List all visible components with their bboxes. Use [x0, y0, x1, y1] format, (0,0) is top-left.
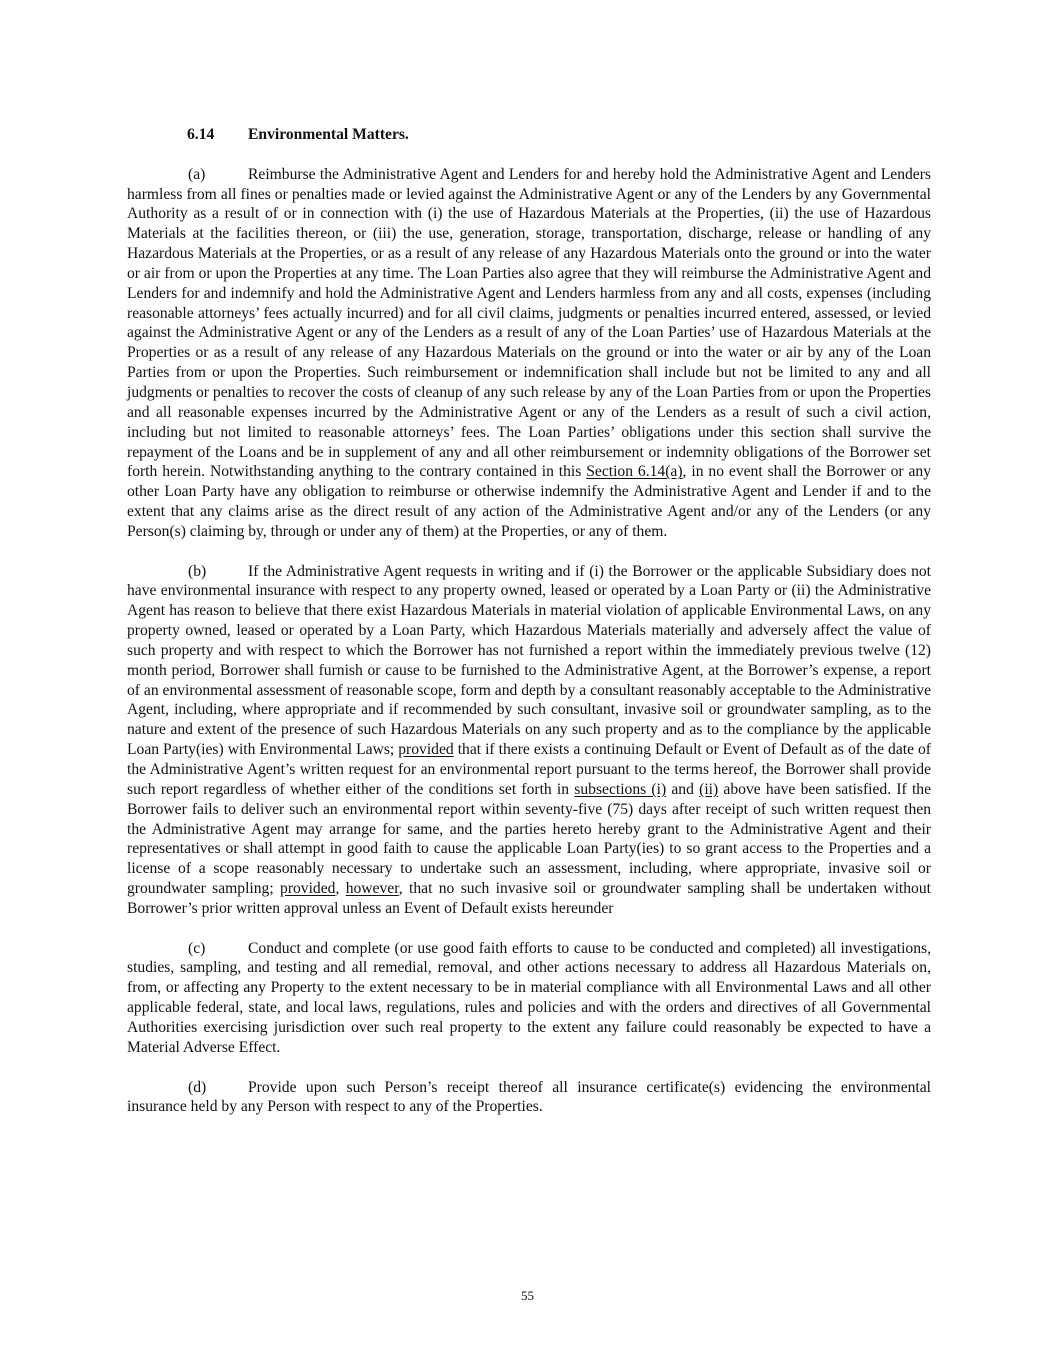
paragraph-b — [127, 562, 931, 919]
paragraph-b-text-3: above have been satisfied. If the Borrower fails to deliver such an environmental report within seventy-five (75) days after receipt of such written request then the Administrative Agent may arrange for same, and the parties hereto hereby grant to the Administrative Agent and their representatives or shall attempt in good faith to cause the applicable Loan Party(ies) to so grant access to the Properties and a license of a scope reasonably necessary to undertake such an assessment, including, where appropriate, invasive soil or groundwater sampling; — [127, 780, 931, 898]
paragraph-a — [127, 165, 931, 542]
paragraph-a-text-2: , in no event shall the Borrower or any other Loan Party have any obligation to reimburse or otherwise indemnify the Administrative Agent and Lender if and to the extent that any claims arise as the direct result of any action of the Administrative Agent and/or any of the Lenders (or any Person(s) claiming by, through or under any of them) at the Properties, or any of them. — [127, 463, 932, 540]
paragraph-b-text-4: , that no such invasive soil or groundwater sampling shall be undertaken without Borrower’s prior written approval unless an Event of Default exists hereunder — [127, 880, 931, 917]
paragraph-b-text-1: If the Administrative Agent requests in writing and if (i) the Borrower or the applicable Subsidiary does not have environmental insurance with respect to any property owned, leased or operated by a Loan Party or (ii) the Administrative Agent has reason to believe that there exist Hazardous Materials in material violation of applicable Environmental Laws, on any property owned, leased or operated by a Loan Party, which Hazardous Materials materially and adversely affect the value of such property and with respect to which the Borrower has not furnished a report within the immediately previous twelve (12) month period, Borrower shall furnish or cause to be furnished to the Administrative Agent, at the Borrower’s expense, a report of an environmental assessment of reasonable scope, form and depth by a consultant reasonably acceptable to the Administrative Agent, including, where appropriate and if recommended by such consultant, invasive soil or groundwater sampling, as to the nature and extent of the presence of such Hazardous Materials on any such property and as to the compliance by the applicable Loan Party(ies) with Environmental Laws; — [127, 562, 931, 759]
paragraph-b-comma: , — [335, 880, 346, 898]
provided-term-2: provided — [280, 880, 336, 898]
section-reference: Section 6.14(a) — [586, 463, 683, 481]
section-title: Environmental Matters. — [248, 126, 409, 143]
section-number: 6.14 — [187, 126, 215, 143]
section-heading — [127, 125, 931, 145]
page-number: 55 — [521, 1288, 534, 1303]
paragraph-a-label: (a) — [188, 165, 206, 183]
paragraph-d-text: Provide upon such Person’s receipt thereof all insurance certificate(s) evidencing the environmental insurance held by any Person with respect to any of the Properties. — [127, 1078, 931, 1116]
paragraph-c-text: Conduct and complete (or use good faith efforts to cause to be conducted and completed) all investigations, studies, sampling, and testing and all remedial, removal, and other actions necessary to address all Hazardous Materials on, from, or affecting any Property to the extent necessary to be in material compliance with all Environmental Laws and all other applicable federal, state, and local laws, regulations, rules and policies and with the orders and directives of all Governmental Authorities exercising jurisdiction over such real property to the extent any failure could reasonably be expected to have a Material Adverse Effect. — [127, 939, 931, 1056]
provided-term-1: provided — [398, 741, 454, 759]
paragraph-b-text-2: that if there exists a continuing Default or Event of Default as of the date of the Administrative Agent’s written request for an environmental report pursuant to the terms hereof, the Borrower shall provide such report regardless of whether either of the conditions set forth in — [127, 741, 931, 798]
paragraph-b-and: and — [666, 780, 700, 798]
paragraph-a-text-1: Reimburse the Administrative Agent and Lenders for and hereby hold the Administrative Agent and Lenders harmless from all fines or penalties made or levied against the Administrative Agent or any of the Lenders by any Governmental Authority as a result of or in connection with (i) the use of Hazardous Materials at the Properties, (ii) the use of Hazardous Materials at the facilities thereon, or (iii) the use, generation, storage, transportation, discharge, release or handling of any Hazardous Materials at the Properties, or as a result of any release of any Hazardous Materials onto the ground or into the water or air from or upon the Properties at any time. The Loan Parties also agree that they will reimburse the Administrative Agent and Lenders for and indemnify and hold the Administrative Agent and Lenders harmless from any and all costs, expenses (including reasonable attorneys’ fees actually incurred) and for all civil claims, judgments or penalties incurred entered, assessed, or levied against the Administrative Agent or any of the Lenders as a result of any of the Loan Parties’ use of Hazardous Materials at the Properties or as a result of any release of any Hazardous Materials on the ground or into the water or air by any of the Loan Parties from or upon the Properties. Such reimbursement or indemnification shall include but not be limited to any and all judgments or penalties to recover the costs of cleanup of any such release by any of the Loan Parties from or upon the Properties and all reasonable expenses incurred by the Administrative Agent or any of the Lenders as a result of such a civil action, including but not limited to reasonable attorneys’ fees. The Loan Parties’ obligations under this section shall survive the repayment of the Loans and be in supplement of any and all other reimbursement or indemnity obligations of the Borrower set forth herein. Notwithstanding anything to the contrary contained in this — [127, 165, 931, 481]
paragraph-b-label: (b) — [188, 562, 207, 580]
paragraph-c-label: (c) — [188, 939, 206, 957]
document-page — [127, 125, 931, 1137]
paragraph-d — [127, 1078, 931, 1118]
subsection-ii-reference: (ii) — [699, 780, 719, 798]
paragraph-d-label: (d) — [188, 1078, 207, 1096]
subsections-reference: subsections (i) — [574, 780, 667, 798]
however-term: however — [345, 880, 399, 898]
paragraph-c — [127, 939, 931, 1058]
